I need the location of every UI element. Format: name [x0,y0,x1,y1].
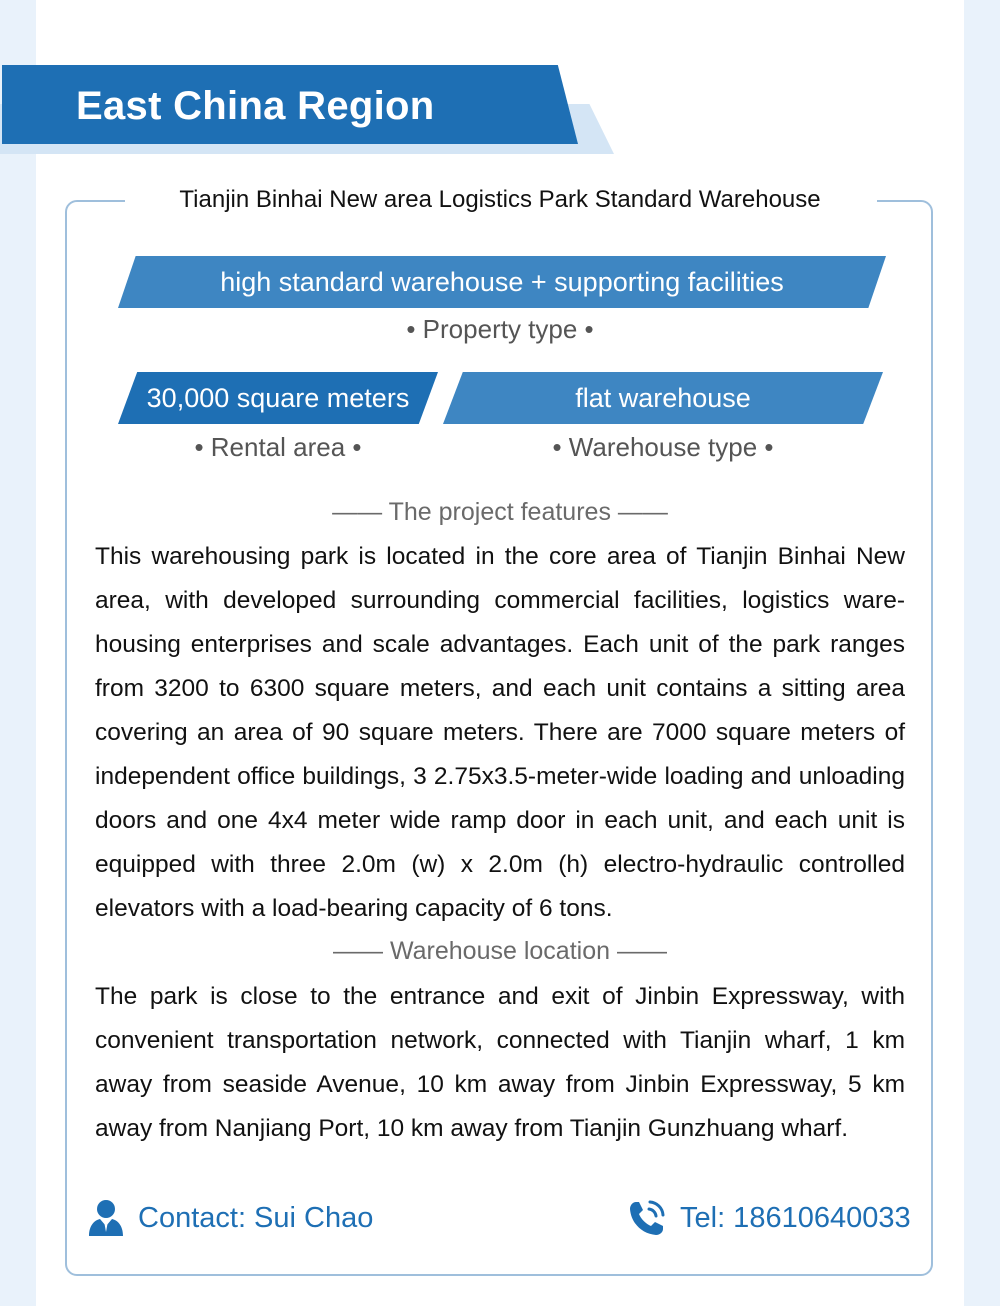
rental-area-value: 30,000 square meters [146,382,410,413]
property-type-label: • Property type • [406,314,594,344]
card-title: Tianjin Binhai New area Logistics Park Standard Warehouse [179,186,821,213]
rental-area-badge [118,372,438,424]
warehouse-type-value: flat warehouse [575,382,751,413]
rental-area-label: • Rental area • [194,432,362,462]
location-heading: —— Warehouse location —— [333,937,667,965]
contact-row [88,1196,373,1240]
contact-name: Contact: Sui Chao [138,1201,374,1234]
location-paragraph: The park is close to the entrance and exit of Jinbin Expressway, with convenient transportation network, connected with Tianjin wharf, 1 km away from seaside Avenue, 10 km away from Jinbin Expressway, 5 km away from Nanjiang Port, 10 km away from Tianjin Gunzhuang wharf. [95,983,905,1142]
phone-number: Tel: 18610640033 [680,1201,911,1234]
person-icon [88,1199,124,1237]
property-value-badge [118,256,886,308]
warehouse-type-badge [443,372,883,424]
phone-icon [628,1199,666,1237]
features-heading: —— The project features —— [332,498,668,526]
features-paragraph: This warehousing park is located in the core area of Tianjin Binhai New area, with developed surrounding commercial facilities, logistics warehousing enterprises and scale advantages. Each unit of the park ranges from 3200 to 6300 square meters, and each unit contains a sitting area covering an area of 90 square meters. There are 7000 square meters of independent office buildings, 3 2.75x3.5-meter-wide loading and unloading doors and one 4x4 meter wide ramp door in each unit, and each unit is equipped with three 2.0m (w) x 2.0m (h) electro-hydraulic controlled elevators with a load-bearing capacity of 6 tons. [95,543,905,922]
region-title: East China Region [76,84,435,128]
property-value: high standard warehouse + supporting facilities [220,266,784,297]
warehouse-type-label: • Warehouse type • [552,432,774,462]
phone-row [628,1196,911,1240]
